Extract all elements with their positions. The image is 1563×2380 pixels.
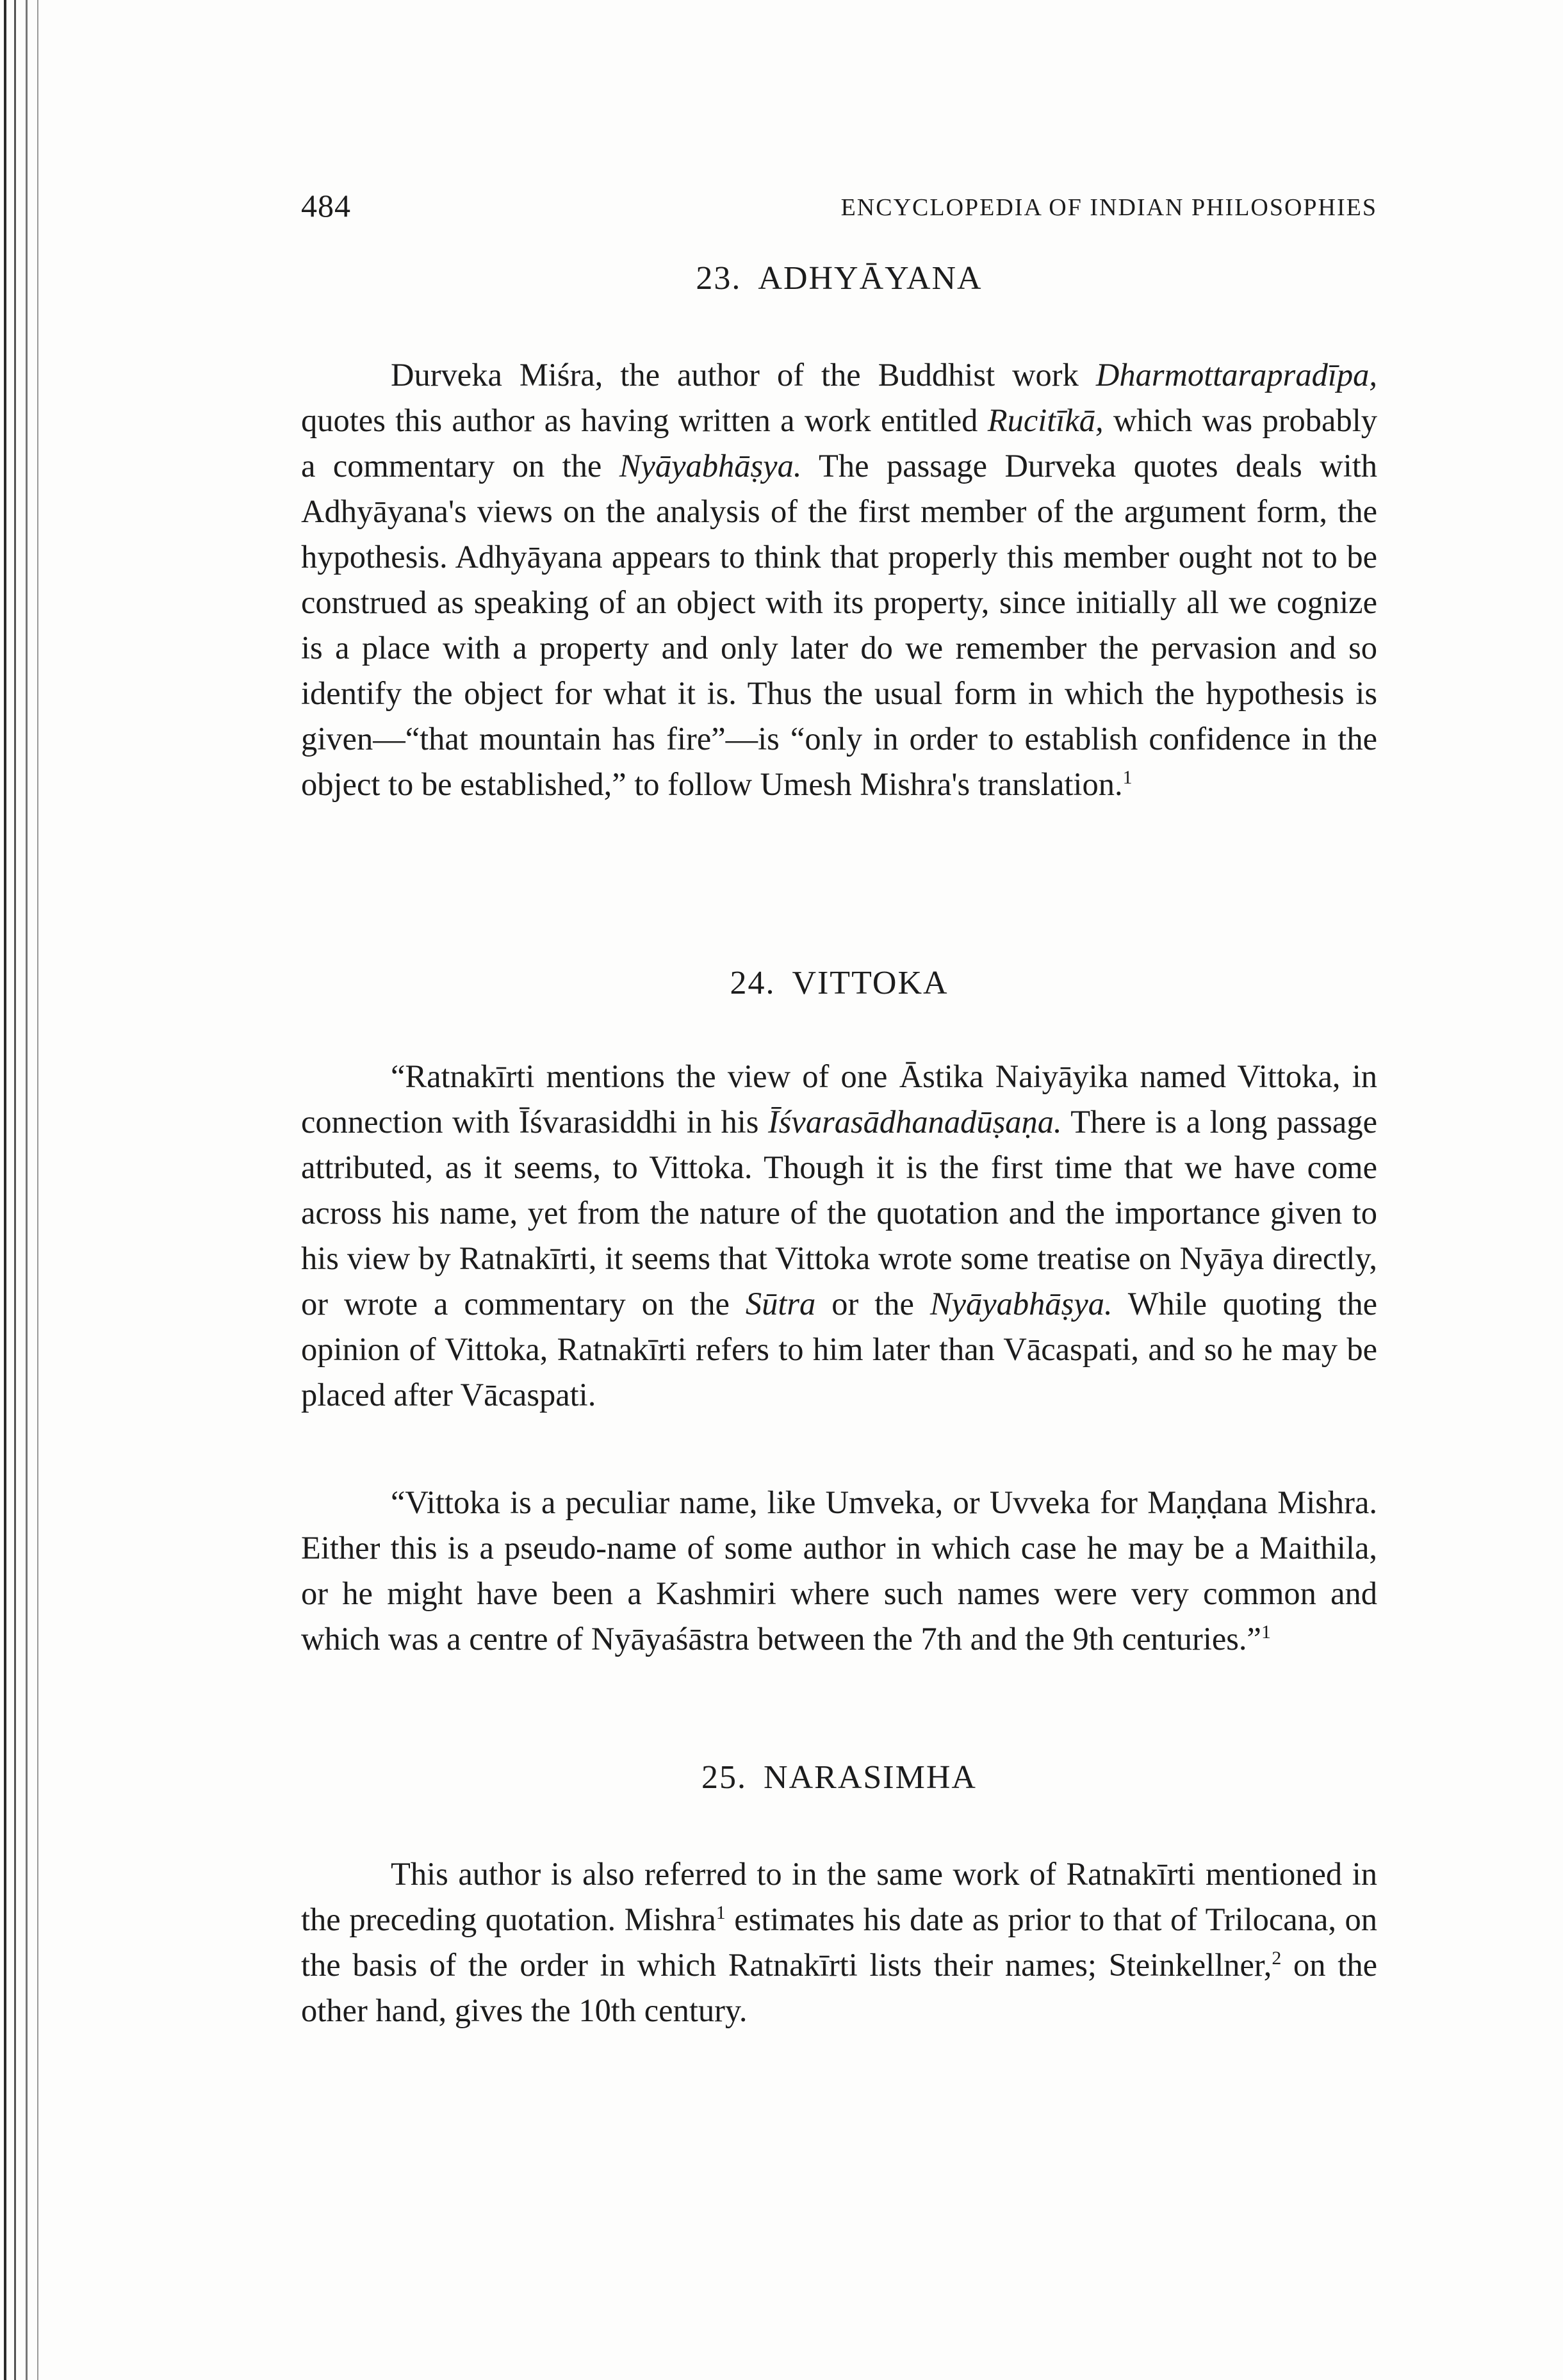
section-number: 25. xyxy=(701,1759,748,1796)
text-run: estimates his date as prior to that of Trilocana, on the basis of the order in which Ratnakīrti lists their names; Steinkellner, xyxy=(301,1901,1378,1983)
footnote-ref: 2 xyxy=(1272,1948,1282,1969)
text-run: or the xyxy=(815,1286,930,1322)
paragraph xyxy=(301,352,1377,807)
text-run: The passage Durveka quotes deals with Adhyāyana's views on the analysis of the first member of the argument form, the hypothesis. Adhyāyana appears to think that properly this member ought not to be construed as speaking of an object with its property, since initially all we cognize is a place with a property and only later do we remember the pervasion and so identify the object for what it is. Thus the usual form in which the hypothesis is given—“that mountain has fire”—is “only in order to establish confidence in the object to be established,” to follow Umesh Mishra's translation. xyxy=(301,448,1378,802)
text-run: which was probably a commentary on the xyxy=(301,402,1378,484)
section-title: VITTOKA xyxy=(792,965,949,1001)
paragraph xyxy=(301,1054,1377,1418)
page-number: 484 xyxy=(301,188,351,224)
text-run: There is a long passage attributed, as it seems, to Vittoka. Though it is the first time that we have come across his name, yet from the nature of the quotation and the importance given to his view by Ratnakīrti, it seems that Vittoka wrote some treatise on Nyāya directly, or wrote a commentary on the xyxy=(301,1104,1377,1322)
running-head: ENCYCLOPEDIA OF INDIAN PHILOSOPHIES xyxy=(840,194,1377,221)
binding-edge-line xyxy=(37,0,38,2380)
work-title: Nyāyabhāṣya. xyxy=(619,448,802,484)
binding-edge-line xyxy=(26,0,28,2380)
section-heading-vittoka xyxy=(301,964,1377,1002)
work-title: Īśvarasādhanadūṣaṇa. xyxy=(767,1104,1062,1140)
work-title: Nyāyabhāṣya. xyxy=(929,1286,1113,1322)
text-run: quotes this author as having written a work entitled xyxy=(301,402,988,438)
paragraph xyxy=(301,1480,1377,1662)
binding-edge-line xyxy=(14,0,16,2380)
paragraph xyxy=(301,1851,1377,2033)
section-heading-adhyayana xyxy=(301,259,1377,297)
footnote-ref: 1 xyxy=(716,1902,726,1924)
footnote-ref: 1 xyxy=(1122,767,1133,789)
footnote-ref: 1 xyxy=(1261,1621,1271,1643)
section-number: 24. xyxy=(730,965,776,1001)
work-title: Sūtra xyxy=(745,1286,816,1322)
text-run: This author is also referred to in the same work of Ratnakīrti mentioned in the preceding quotation. Mishra xyxy=(301,1856,1377,1937)
section-number: 23. xyxy=(696,260,742,297)
section-title: ADHYĀYANA xyxy=(758,260,983,297)
section-title: NARASIMHA xyxy=(764,1759,977,1796)
text-run: “Vittoka is a peculiar name, like Umveka, or Uvveka for Maṇḍana Mishra. Either this is a pseudo-name of some author in which case he may be a Maithila, or he might have been a Kashmiri where such names were very common and which was a centre of Nyāyaśāstra between the 7th and the 9th centuries.” xyxy=(301,1484,1377,1657)
work-title: Dharmottarapradīpa, xyxy=(1095,357,1377,393)
binding-edge-line xyxy=(4,0,6,2380)
text-run: on the other hand, gives the 10th century. xyxy=(301,1947,1377,2028)
work-title: Rucitīkā, xyxy=(987,402,1104,438)
page-header xyxy=(301,187,1377,232)
text-run: While quoting the opinion of Vittoka, Ratnakīrti refers to him later than Vācaspati, and so he may be placed after Vācaspati. xyxy=(301,1286,1378,1413)
section-heading-narasimha xyxy=(301,1759,1377,1796)
text-run: “Ratnakīrti mentions the view of one Āstika Naiyāyika named Vittoka, in connection with Īśvarasiddhi in his xyxy=(301,1058,1377,1140)
text-run: Durveka Miśra, the author of the Buddhist work xyxy=(391,357,1096,393)
